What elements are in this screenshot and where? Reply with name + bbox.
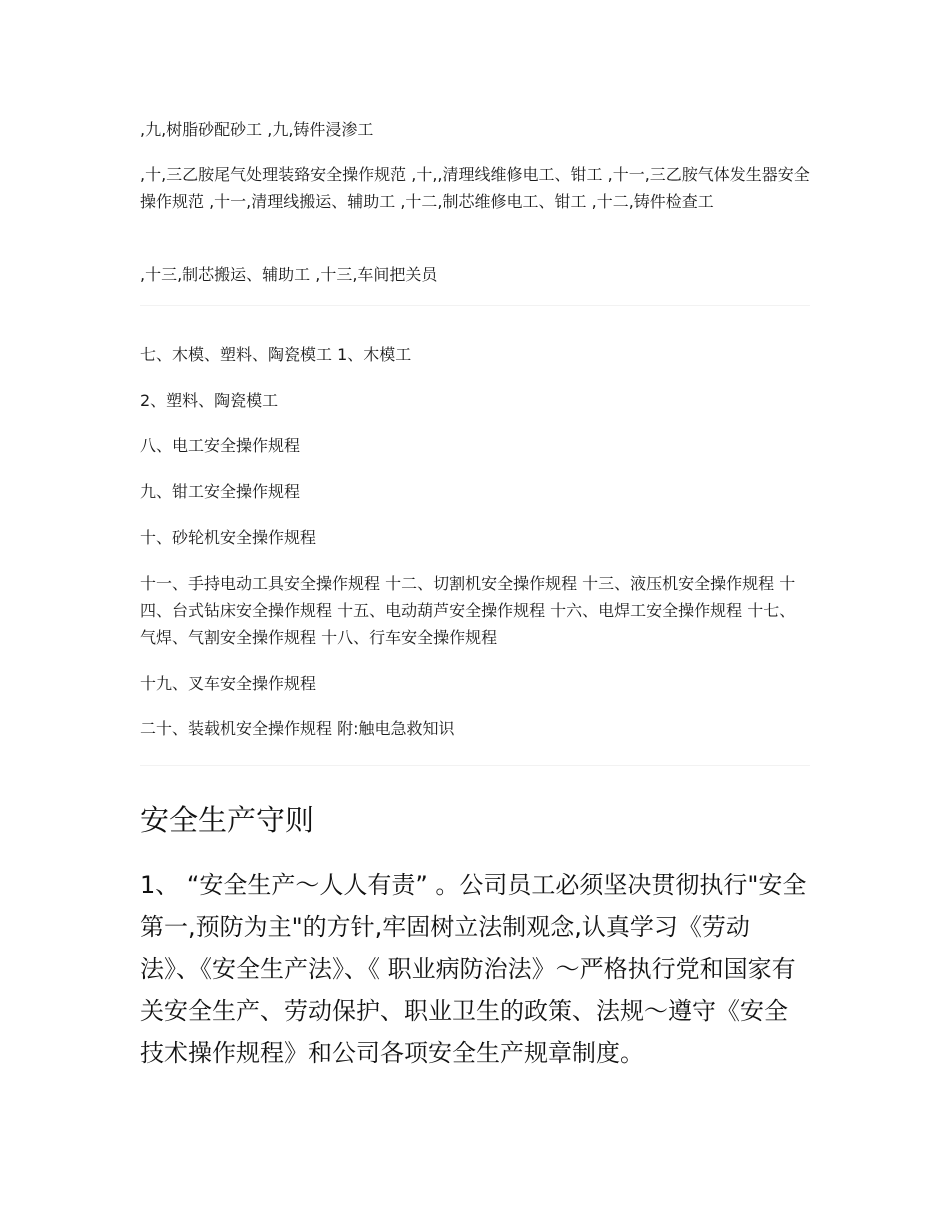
- toc-line-6: 八、电工安全操作规程: [140, 436, 301, 455]
- toc-line-9: 十一、手持电动工具安全操作规程 十二、切割机安全操作规程 十三、液压机安全操作规程 十四、台式钻床安全操作规程 十五、电动葫芦安全操作规程 十六、电焊工安全操作规程 十七、气焊、气割安全操作规程 十八、行车安全操作规程: [140, 574, 796, 647]
- toc-line-11: 二十、装载机安全操作规程 附:触电急救知识: [140, 719, 455, 738]
- divider: [140, 765, 810, 766]
- toc-line-8: 十、砂轮机安全操作规程: [140, 528, 317, 547]
- section-paragraph: 1、 “安全生产～人人有责” 。公司员工必须坚决贯彻执行"安全第一,预防为主"的方针,牢固树立法制观念,认真学习《劳动法》、《安全生产法》、《 职业病防治法》～严格执行党和国家有关安全生产、劳动保护、职业卫生的政策、法规～遵守《安全技术操作规程》和公司各项安全生产规章制度。: [140, 871, 807, 1067]
- toc-line-7: 九、钳工安全操作规程: [140, 482, 301, 501]
- toc-line-5: 2、塑料、陶瓷模工: [140, 391, 279, 410]
- toc-line-4: 七、木模、塑料、陶瓷模工 1、木模工: [140, 345, 412, 364]
- divider: [140, 305, 810, 306]
- toc-line-2: ,十,三乙胺尾气处理装臵安全操作规范 ,十,,清理线维修电工、钳工 ,十一,三乙胺气体发生器安全操作规范 ,十一,清理线搬运、辅助工 ,十二,制芯维修电工、钳工 ,十二,铸件检查工: [140, 165, 810, 211]
- toc-line-10: 十九、叉车安全操作规程: [140, 674, 317, 693]
- toc-line-1: ,九,树脂砂配砂工 ,九,铸件浸渗工: [140, 120, 374, 139]
- toc-line-3: ,十三,制芯搬运、辅助工 ,十三,车间把关员: [140, 265, 438, 284]
- section-title: 安全生产守则: [140, 803, 315, 837]
